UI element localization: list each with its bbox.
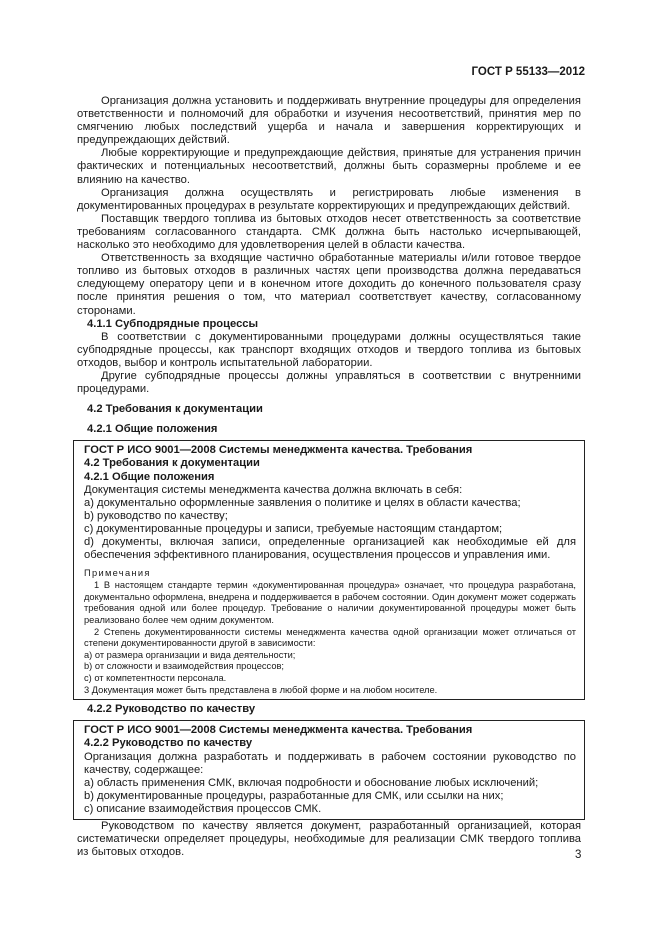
quote-heading: 4.2 Требования к документации bbox=[84, 457, 260, 470]
section-heading-4-2-1: 4.2.1 Общие положения bbox=[87, 423, 218, 436]
quote-lead: Организация должна разработать и поддерживать в рабочем состоянии руководство по качеству, содержащее: bbox=[84, 750, 576, 776]
paragraph: В соответствии с документированными процедурами должны осуществляться такие субподрядные процессы, как транспорт входящих отходов и твердого топлива из бытовых отходов, выбор и контроль испытательной лаборатории. bbox=[77, 330, 581, 369]
note-item: 3 Документация может быть представлена в любой форме и на любом носителе. bbox=[84, 684, 438, 695]
page-content bbox=[77, 95, 581, 859]
section-heading-4-2: 4.2 Требования к документации bbox=[87, 403, 263, 416]
document-number: ГОСТ Р 55133—2012 bbox=[471, 66, 585, 78]
list-item: d) документы, включая записи, определенные организацией как необходимые ей для обеспечения эффективного планирования, осуществления процессов и управления ими. bbox=[84, 536, 576, 562]
quote-standard-title: ГОСТ Р ИСО 9001—2008 Системы менеджмента качества. Требования bbox=[84, 444, 473, 457]
list-item: b) руководство по качеству; bbox=[84, 509, 228, 522]
standard-quote-box-4-2-2 bbox=[73, 720, 585, 820]
page-number: 3 bbox=[575, 849, 582, 861]
paragraph: Поставщик твердого топлива из бытовых отходов несет ответственность за соответствие требованиям согласованного стандарта. СМК должна быть настолько исчерпывающей, насколько это необходимо для удовлетворения целей в области качества. bbox=[77, 212, 581, 252]
quote-heading: 4.2.2 Руководство по качеству bbox=[84, 737, 253, 750]
section-heading-4-1-1: 4.1.1 Субподрядные процессы bbox=[87, 317, 259, 330]
quote-lead: Документация системы менеджмента качества должна включать в себя: bbox=[84, 483, 463, 496]
section-heading-4-2-2: 4.2.2 Руководство по качеству bbox=[87, 703, 256, 716]
list-item: c) документированные процедуры и записи, требуемые настоящим стандартом; bbox=[84, 522, 503, 535]
paragraph: Организация должна установить и поддерживать внутренние процедуры для определения ответственности и полномочий для обработки и изучения несоответствий, принятия мер по смягчению любых последствий ущерба и начала и завершения корректирующих и предупреждающих действий. bbox=[77, 95, 581, 147]
list-item: a) область применения СМК, включая подробности и обоснование любых исключений; bbox=[84, 776, 539, 789]
list-item: c) описание взаимодействия процессов СМК. bbox=[84, 802, 322, 815]
note: 1 В настоящем стандарте термин «документированная процедура» означает, что процедура разработана, документально оформлена, внедрена и поддерживается в рабочем состоянии. Один документ может содержать требования одной или более процедур. Требование о наличии документированной процедуры может быть реализовано более чем одним документом. bbox=[84, 580, 576, 626]
paragraph: Другие субподрядные процессы должны управляться в соответствии с внутренними процедурами. bbox=[77, 369, 581, 396]
note-item: c) от компетентности персонала. bbox=[84, 673, 227, 684]
notes-title: Примечания bbox=[84, 568, 151, 579]
list-item: a) документально оформленные заявления о политике и целях в области качества; bbox=[84, 496, 521, 509]
list-item: b) документированные процедуры, разработанные для СМК, или ссылки на них; bbox=[84, 789, 504, 802]
paragraph: Ответственность за входящие частично обработанные материалы и/или готовое твердое топливо из бытовых отходов в различных частях цепи производства должна передаваться следующему оператору цепи и в конечном итоге доходить до конечного пользователя сразу после принятия решения о том, что материал соответствует качеству, согласованному сторонами. bbox=[77, 252, 581, 317]
note-item: a) от размера организации и вида деятельности; bbox=[84, 649, 296, 660]
quote-standard-title: ГОСТ Р ИСО 9001—2008 Системы менеджмента качества. Требования bbox=[84, 724, 473, 737]
note-item: b) от сложности и взаимодействия процессов; bbox=[84, 661, 285, 672]
paragraph: Организация должна осуществлять и регистрировать любые изменения в документированных процедурах в результате корректирующих и предупреждающих действий. bbox=[77, 186, 581, 212]
note: 2 Степень документированности системы менеджмента качества одной организации может отличаться от степени документированности другой в зависимости: bbox=[84, 626, 576, 649]
paragraph: Любые корректирующие и предупреждающие действия, принятые для устранения причин фактических и потенциальных несоответствий, должны быть соразмерны проблеме и ее влиянию на качество. bbox=[77, 147, 581, 186]
quote-subheading: 4.2.1 Общие положения bbox=[84, 470, 215, 483]
paragraph: Руководством по качеству является документ, разработанный организацией, которая систематически определяет процедуры, необходимые для реализации СМК твердого топлива из бытовых отходов. bbox=[77, 819, 581, 859]
standard-quote-box-4-2-1 bbox=[73, 440, 585, 700]
